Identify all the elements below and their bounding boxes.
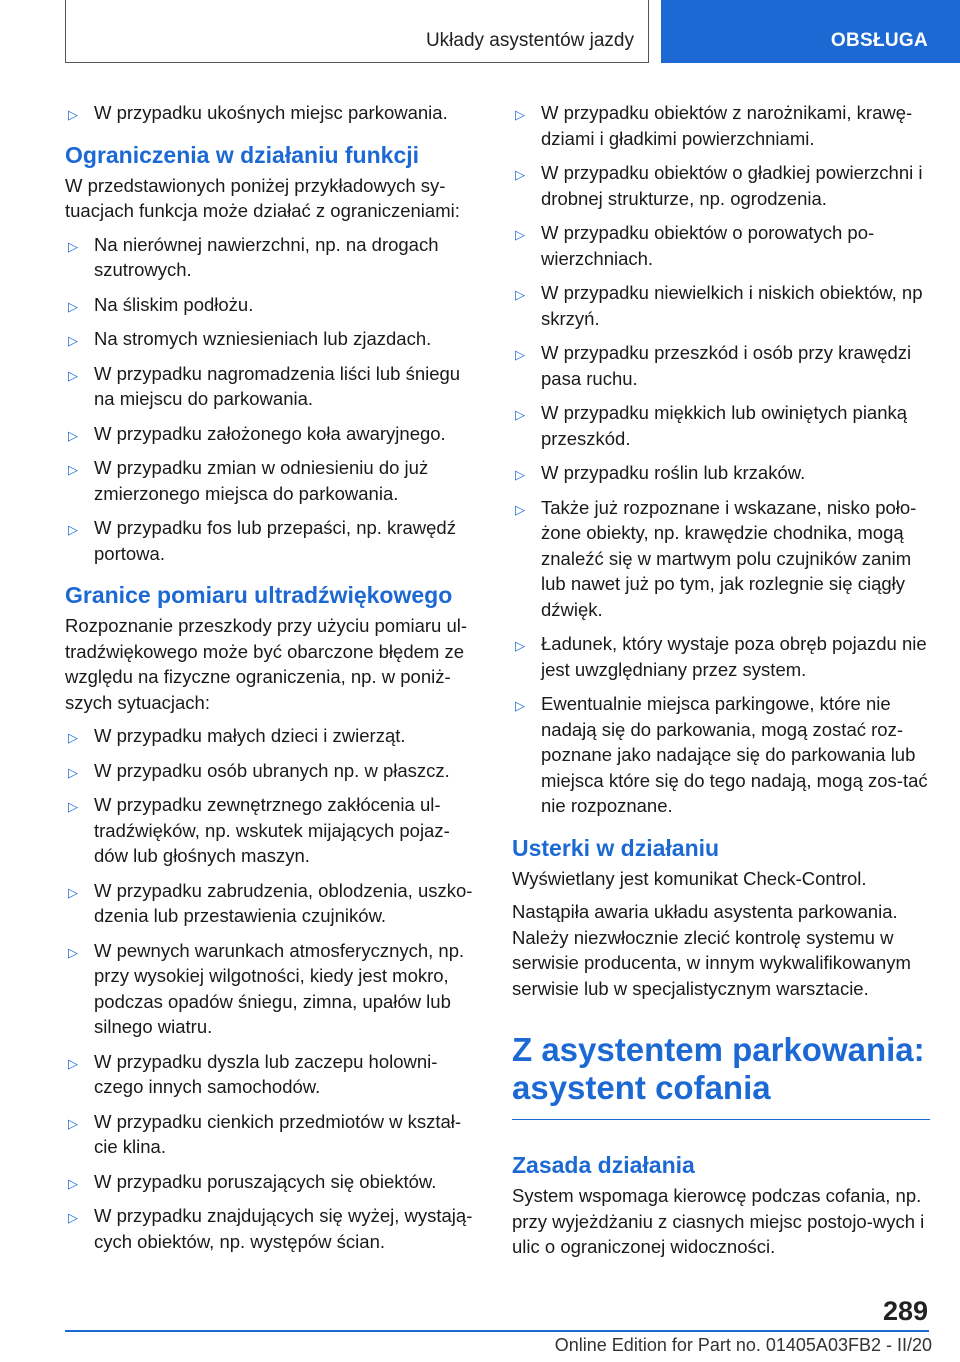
paragraph-faults-action: Nastąpiła awaria układu asystenta parkowania. Należy niezwłocznie zlecić kontrolę systemu w serwisie producenta, w innym wykwalifikowanym serwisie lub w specjalistycznym warsztacie. bbox=[512, 901, 911, 999]
right-bullet-list bbox=[512, 100, 930, 819]
bullet-triangle-icon: ▷ bbox=[68, 427, 78, 443]
page-number: 289 bbox=[882, 1296, 928, 1326]
bullet-triangle-icon: ▷ bbox=[515, 167, 525, 182]
list-item-text: Na nierównej nawierzchni, np. na drogach szutrowych. bbox=[94, 233, 439, 280]
ultrasonic-list bbox=[65, 723, 480, 1254]
bullet-triangle-icon: ▷ bbox=[515, 638, 525, 653]
list-item bbox=[65, 361, 480, 412]
bullet-triangle-icon: ▷ bbox=[68, 799, 78, 814]
left-column bbox=[65, 100, 480, 1263]
bullet-triangle-icon: ▷ bbox=[68, 522, 78, 537]
list-item bbox=[65, 1109, 480, 1160]
bullet-triangle-icon: ▷ bbox=[68, 1210, 78, 1225]
list-item-text: W pewnych warunkach atmosferycznych, np. przy wysokiej wilgotności, kiedy jest mokro, podczas opadów śniegu, zimna, upałów lub silnego wiatru. bbox=[94, 939, 465, 1037]
list-item bbox=[65, 792, 480, 869]
list-item bbox=[512, 631, 930, 682]
header-section-box bbox=[65, 0, 649, 63]
bullet-triangle-icon: ▷ bbox=[68, 884, 78, 900]
list-item bbox=[65, 515, 480, 566]
list-item-text: W przypadku poruszających się obiektów. bbox=[94, 1170, 437, 1192]
list-item-text: W przypadku założonego koła awaryjnego. bbox=[94, 422, 446, 444]
list-item bbox=[65, 723, 480, 749]
bullet-triangle-icon: ▷ bbox=[515, 467, 525, 482]
paragraph-principle: System wspomaga kierowcę podczas cofania, np. przy wyjeżdżaniu z ciasnych miejsc postojo-wych i ulic o ograniczonej widoczności. bbox=[512, 1185, 925, 1257]
bullet-triangle-icon: ▷ bbox=[68, 1175, 78, 1191]
bullet-triangle-icon: ▷ bbox=[515, 227, 525, 242]
list-item-text: W przypadku nagromadzenia liści lub śniegu na miejscu do parkowania. bbox=[94, 362, 461, 409]
list-item bbox=[65, 878, 480, 929]
heading-limitations: Ograniczenia w działaniu funkcji bbox=[65, 141, 420, 168]
list-item-text: W przypadku ukośnych miejsc parkowania. bbox=[94, 102, 448, 123]
list-item bbox=[512, 100, 930, 151]
list-item-text: W przypadku obiektów o gładkiej powierzchni i drobnej strukturze, np. ogrodzenia. bbox=[541, 162, 923, 209]
chapter-tab-label: OBSŁUGA bbox=[830, 30, 928, 51]
bullet-triangle-icon: ▷ bbox=[68, 367, 78, 383]
heading-faults: Usterki w działaniu bbox=[512, 834, 720, 861]
bullet-triangle-icon: ▷ bbox=[515, 107, 525, 122]
list-item-text: W przypadku zmian w odniesieniu do już zmierzonego miejsca do parkowania. bbox=[94, 457, 429, 504]
footer-edition: Online Edition for Part no. 01405A03FB2 - II/20 bbox=[554, 1335, 932, 1355]
list-item-text: W przypadku przeszkód i osób przy krawędzi pasa ruchu. bbox=[541, 342, 912, 389]
list-item-text: W przypadku znajdujących się wyżej, wystają-cych obiektów, np. występów ścian. bbox=[94, 1205, 473, 1252]
list-item bbox=[512, 160, 930, 211]
list-item bbox=[65, 292, 480, 318]
list-item bbox=[65, 455, 480, 506]
bullet-triangle-icon: ▷ bbox=[68, 462, 78, 477]
list-item bbox=[65, 100, 480, 126]
list-item-text: W przypadku obiektów z narożnikami, krawę-dziami i gładkimi powierzchniami. bbox=[541, 102, 913, 149]
limitations-list bbox=[65, 232, 480, 567]
list-item-text: W przypadku cienkich przedmiotów w kształ-cie klina. bbox=[94, 1110, 462, 1157]
list-item-text: Na śliskim podłożu. bbox=[94, 293, 254, 315]
bullet-triangle-icon: ▷ bbox=[515, 501, 525, 517]
heading-reverse-assistant: Z asystentem parkowania: asystent cofania bbox=[512, 1031, 930, 1120]
bullet-triangle-icon: ▷ bbox=[68, 238, 78, 254]
list-item bbox=[65, 758, 480, 784]
heading-ultrasonic-limits: Granice pomiaru ultradźwiękowego bbox=[65, 582, 453, 608]
list-item bbox=[512, 340, 930, 391]
bullet-triangle-icon: ▷ bbox=[515, 698, 525, 713]
right-column bbox=[512, 100, 930, 1268]
bullet-triangle-icon: ▷ bbox=[68, 333, 78, 348]
list-item bbox=[512, 495, 930, 623]
list-item bbox=[65, 326, 480, 352]
paragraph-ultrasonic: Rozpoznanie przeszkody przy użyciu pomiaru ul-tradźwiękowego może być obarczone błędem ze względu na fizyczne ograniczenia, np. w poniż-szych sytuacjach: bbox=[65, 615, 468, 713]
list-item bbox=[65, 1169, 480, 1195]
list-item bbox=[512, 220, 930, 271]
list-item-text: W przypadku miękkich lub owiniętych pianką przeszkód. bbox=[541, 402, 908, 449]
bullet-triangle-icon: ▷ bbox=[68, 764, 78, 780]
bullet-triangle-icon: ▷ bbox=[515, 287, 525, 302]
list-item bbox=[65, 938, 480, 1040]
list-item-text: W przypadku zabrudzenia, oblodzenia, uszko-dzenia lub przestawienia czujników. bbox=[94, 879, 473, 926]
list-item bbox=[65, 1049, 480, 1100]
list-item-text: W przypadku zewnętrznego zakłócenia ul-tradźwięków, np. wskutek mijających pojaz-dów lub głośnych maszyn. bbox=[94, 794, 450, 866]
bullet-triangle-icon: ▷ bbox=[68, 1055, 78, 1071]
list-item bbox=[65, 1203, 480, 1254]
bullet-triangle-icon: ▷ bbox=[68, 1115, 78, 1131]
chapter-tab[interactable] bbox=[661, 0, 960, 63]
list-item-text: W przypadku osób ubranych np. w płaszcz. bbox=[94, 759, 450, 781]
list-item-text: Ewentualnie miejsca parkingowe, które nie nadają się do parkowania, mogą zostać roz-poznane jako nadające się do parkowania lub miejsca które się do tego nadają, mogą zos-tać nie rozpoznane. bbox=[541, 693, 928, 816]
bullet-triangle-icon: ▷ bbox=[68, 107, 78, 122]
list-item-text: Ładunek, który wystaje poza obręb pojazdu nie jest uwzględniany przez system. bbox=[541, 633, 927, 680]
list-item-text: Także już rozpoznane i wskazane, nisko poło-żone obiekty, np. krawędzie chodnika, mogą znaleźć się w martwym polu czujników zanim lub nawet już po tym, jak rozlegnie się ciągły dźwięk. bbox=[541, 496, 917, 620]
list-item-text: W przypadku roślin lub krzaków. bbox=[541, 462, 806, 483]
bullet-triangle-icon: ▷ bbox=[68, 298, 78, 314]
list-item bbox=[65, 232, 480, 283]
footer-divider bbox=[65, 1330, 929, 1332]
list-item bbox=[512, 691, 930, 819]
section-title: Układy asystentów jazdy bbox=[425, 30, 634, 51]
list-item bbox=[512, 400, 930, 451]
list-item-text: W przypadku małych dzieci i zwierząt. bbox=[94, 725, 406, 746]
list-item-text: W przypadku fos lub przepaści, np. krawędź portowa. bbox=[94, 517, 456, 564]
bullet-triangle-icon: ▷ bbox=[68, 944, 78, 960]
list-item bbox=[512, 460, 930, 486]
bullet-triangle-icon: ▷ bbox=[68, 730, 78, 745]
top-bullet-list bbox=[65, 100, 480, 126]
list-item-text: W przypadku dyszla lub zaczepu holowni-czego innych samochodów. bbox=[94, 1050, 438, 1097]
heading-principle: Zasada działania bbox=[512, 1152, 695, 1178]
list-item bbox=[512, 280, 930, 331]
bullet-triangle-icon: ▷ bbox=[515, 407, 525, 422]
paragraph-limitations: W przedstawionych poniżej przykładowych sy-tuacjach funkcja może działać z ograniczeniami: bbox=[65, 174, 460, 221]
list-item-text: Na stromych wzniesieniach lub zjazdach. bbox=[94, 328, 432, 349]
list-item-text: W przypadku niewielkich i niskich obiektów, np skrzyń. bbox=[541, 282, 923, 329]
bullet-triangle-icon: ▷ bbox=[515, 347, 525, 362]
list-item-text: W przypadku obiektów o porowatych po-wierzchniach. bbox=[541, 222, 875, 269]
list-item bbox=[65, 421, 480, 447]
paragraph-faults-message: Wyświetlany jest komunikat Check-Control. bbox=[512, 867, 867, 889]
